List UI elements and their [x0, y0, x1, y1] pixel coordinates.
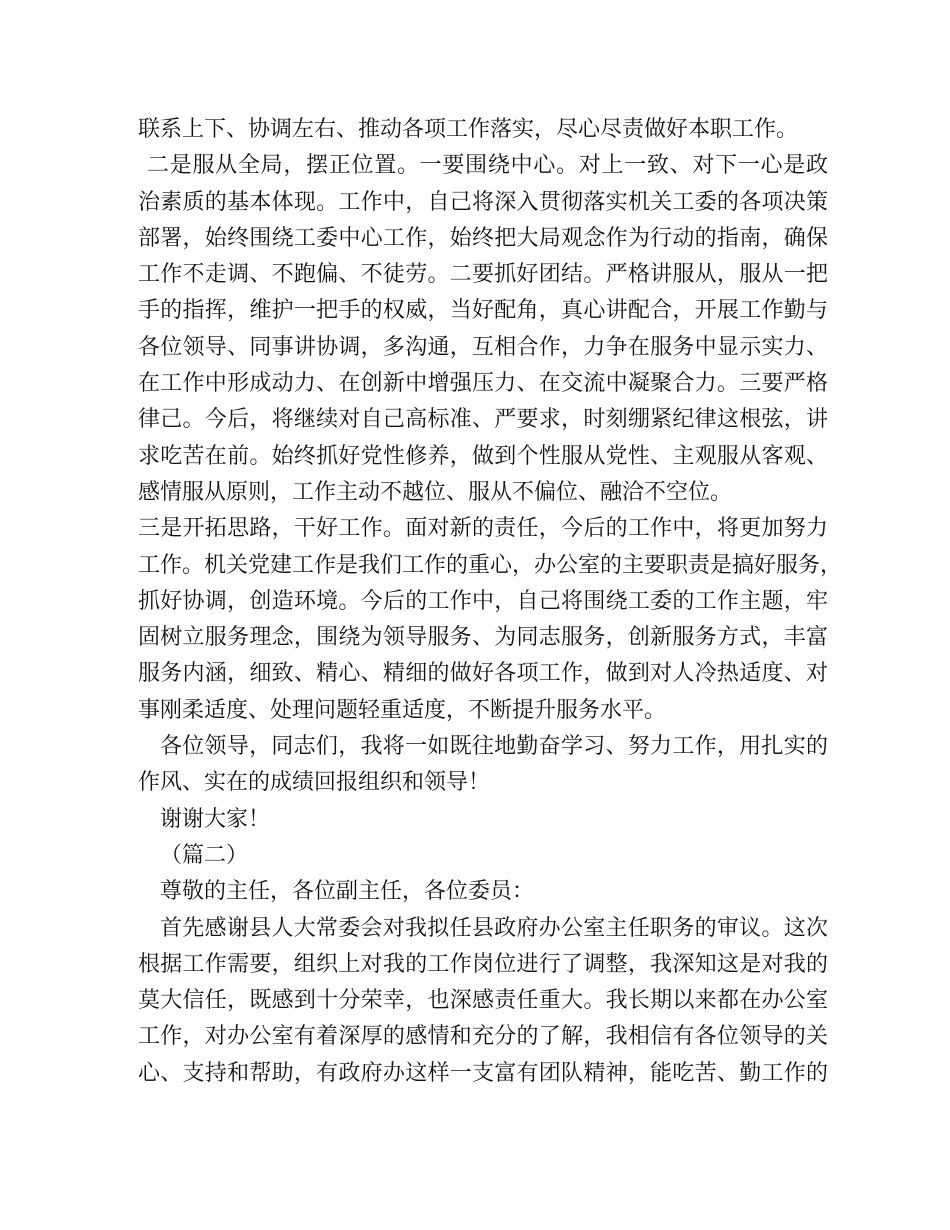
- text-line: 治素质的基本体现。工作中，自己将深入贯彻落实机关工委的各项决策: [138, 189, 828, 215]
- text-line: 工作，对办公室有着深厚的感情和充分的了解，我相信有各位领导的关: [138, 1024, 828, 1050]
- text-line: 手的指挥，维护一把手的权威，当好配角，真心讲配合，开展工作勤与: [138, 298, 828, 324]
- text-line: 联系上下、协调左右、推动各项工作落实，尽心尽责做好本职工作。: [138, 117, 799, 142]
- text-line: 服务内涵，细致、精心、精细的做好各项工作，做到对人冷热适度、对: [138, 661, 828, 687]
- text-line: 固树立服务理念，围绕为领导服务、为同志服务，创新服务方式，丰富: [138, 625, 828, 651]
- text-line: 首先感谢县人大常委会对我拟任县政府办公室主任职务的审议。这次: [160, 915, 828, 941]
- text-line: 感情服从原则，工作主动不越位、服从不偏位、融洽不空位。: [138, 479, 733, 505]
- text-line: 二是服从全局，摆正位置。一要围绕中心。对上一致、对下一心是政: [147, 153, 828, 179]
- text-line: 在工作中形成动力、在创新中增强压力、在交流中凝聚合力。三要严格: [138, 371, 828, 397]
- text-line: 部署，始终围绕工委中心工作，始终把大局观念作为行动的指南，确保: [138, 225, 828, 251]
- text-line: 谢谢大家！: [160, 806, 271, 832]
- text-line: 心、支持和帮助，有政府办这样一支富有团队精神，能吃苦、勤工作的: [138, 1060, 828, 1086]
- salutation: 尊敬的主任，各位副主任，各位委员：: [160, 879, 535, 905]
- text-line: 事刚柔适度、处理问题轻重适度，不断提升服务水平。: [138, 697, 667, 723]
- text-line: 抓好协调，创造环境。今后的工作中，自己将围绕工委的工作主题，牢: [138, 588, 828, 614]
- text-line: 莫大信任，既感到十分荣幸，也深感责任重大。我长期以来都在办公室: [138, 988, 828, 1014]
- text-line: 工作。机关党建工作是我们工作的重心，办公室的主要职责是搞好服务，: [138, 552, 843, 578]
- document-body: [138, 112, 843, 1092]
- text-line: 根据工作需要，组织上对我的工作岗位进行了调整，我深知这是对我的: [138, 951, 828, 977]
- text-line: 律己。今后，将继续对自己高标准、严要求，时刻绷紧纪律这根弦，讲: [138, 407, 828, 433]
- text-line: 工作不走调、不跑偏、不徒劳。二要抓好团结。严格讲服从，服从一把: [138, 262, 828, 288]
- text-line: 各位领导，同志们，我将一如既往地勤奋学习、努力工作，用扎实的: [160, 734, 828, 760]
- text-line: 求吃苦在前。始终抓好党性修养，做到个性服从党性、主观服从客观、: [138, 443, 828, 469]
- section-heading: （篇二）: [160, 842, 249, 868]
- text-line: 作风、实在的成绩回报组织和领导！: [138, 770, 491, 796]
- text-line: 各位领导、同事讲协调，多沟通，互相合作，力争在服务中显示实力、: [138, 334, 828, 360]
- text-line: 三是开拓思路，干好工作。面对新的责任，今后的工作中，将更加努力: [138, 516, 828, 542]
